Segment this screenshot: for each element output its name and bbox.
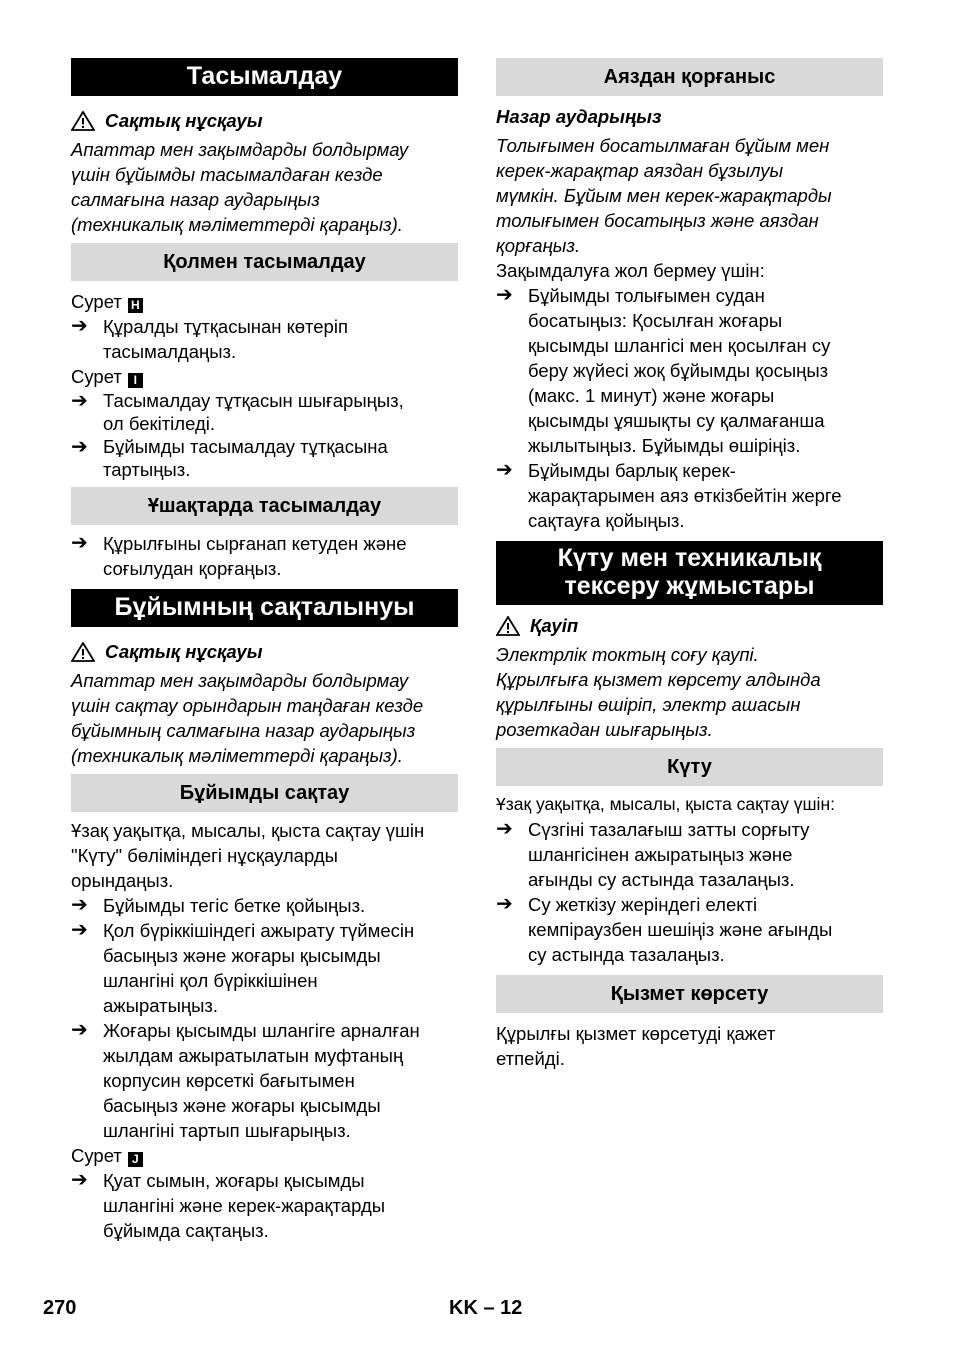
right-column	[496, 58, 883, 1071]
paragraph-line: етпейді.	[496, 1048, 565, 1069]
subheading-frost-protection: Аяздан қорғаныс	[496, 58, 883, 96]
figure-ref: Сурет H	[71, 289, 458, 314]
subheading-store-device: Бұйымды сақтау	[71, 774, 458, 812]
arrow-right-icon: ➔	[496, 893, 513, 915]
attention-line: керек-жарақтар аяздан бұзылуы	[496, 160, 784, 181]
section-title-transport: Тасымалдау	[71, 58, 458, 96]
safety-line: (техникалық мәліметтерді қараңыз).	[71, 745, 403, 766]
subheading-maintenance: Күту	[496, 748, 883, 786]
safety-line: үшін бұйымды тасымалдаған кезде	[71, 164, 383, 185]
list-item: ➔ Қуат сымын, жоғары қысымды шлангіні және керек-жарақтарды бұйымда сақтаңыз.	[71, 1169, 386, 1241]
paragraph-line: "Күту" бөліміндегі нұсқауларды	[71, 845, 338, 866]
danger-line: розеткадан шығарыңыз.	[496, 719, 713, 740]
attention-line: Толығымен босатылмаған бұйым мен	[496, 135, 830, 156]
figure-letter-badge: I	[128, 373, 143, 388]
page-number: 270	[43, 1297, 77, 1319]
page-code: KK – 12	[449, 1297, 523, 1319]
paragraph-line: Ұзақ уақытқа, мысалы, қыста сақтау үшін	[71, 820, 425, 841]
warning-triangle-icon	[71, 642, 95, 662]
safety-line: Апаттар мен зақымдарды болдырмау	[71, 670, 409, 691]
warning-triangle-icon	[71, 111, 95, 131]
list-item: ➔ Бұйымды тегіс бетке қойыңыз.	[71, 894, 366, 916]
list-item: ➔ Құрылғыны сырғанап кетуден және соғылудан қорғаңыз.	[71, 532, 407, 579]
safety-note-heading: Сақтық нұсқауы	[71, 639, 458, 664]
paragraph-line: Ұзақ уақытқа, мысалы, қыста сақтау үшін:	[496, 794, 835, 814]
section-title-storage: Бұйымның сақталынуы	[71, 589, 458, 627]
list-item: ➔ Бұйымды толығымен судан босатыңыз: Қосылған жоғары қысымды шлангісі мен қосылған су беру жүйесі жоқ бұйымды қосыңыз (макс. 1 минут) және жоғары қысымды ұяшықты су қалмағанша жылытыңыз. Бұйымды өшіріңіз.	[496, 284, 831, 456]
section-title-care-maintenance: Күту мен техникалық тексеру жұмыстары	[496, 541, 883, 605]
arrow-right-icon: ➔	[496, 818, 513, 840]
arrow-right-icon: ➔	[71, 390, 88, 412]
list-item: ➔ Сүзгіні тазалағыш затты сорғыту шлангісінен ажыратыңыз және ағынды су астында тазалаңыз.	[496, 818, 810, 890]
danger-heading: Қауіп	[496, 613, 883, 638]
subheading-service: Қызмет көрсету	[496, 975, 883, 1013]
subheading-manual-transport: Қолмен тасымалдау	[71, 243, 458, 281]
arrow-right-icon: ➔	[71, 894, 88, 916]
arrow-right-icon: ➔	[496, 284, 513, 306]
list-item: ➔ Тасымалдау тұтқасын шығарыңыз, ол бекітіледі.	[71, 390, 404, 434]
list-item: ➔ Бұйымды барлық керек- жарақтарымен аяз өткізбейтін жерге сақтауға қойыңыз.	[496, 459, 842, 531]
arrow-right-icon: ➔	[71, 1019, 88, 1041]
figure-letter-badge: J	[128, 1152, 143, 1167]
safety-note-heading: Сақтық нұсқауы	[71, 108, 458, 133]
safety-line: үшін сақтау орындарын таңдаған кезде	[71, 695, 424, 716]
arrow-right-icon: ➔	[71, 919, 88, 941]
warning-triangle-icon	[496, 616, 520, 636]
figure-ref: Сурет I	[71, 364, 458, 389]
arrow-right-icon: ➔	[71, 315, 88, 337]
arrow-right-icon: ➔	[71, 1169, 88, 1191]
attention-line: мүмкін. Бұйым мен керек-жарақтарды	[496, 185, 832, 206]
figure-letter-badge: H	[128, 298, 143, 313]
danger-line: құрылғыны өшіріп, электр ашасын	[496, 694, 801, 715]
list-item: ➔ Бұйымды тасымалдау тұтқасына тартыңыз.	[71, 436, 388, 480]
arrow-right-icon: ➔	[71, 532, 88, 554]
danger-line: Электрлік токтың соғу қаупі.	[496, 644, 759, 665]
safety-line: салмағына назар аударыңыз	[71, 189, 320, 210]
list-item: ➔ Су жеткізу жеріндегі електі кемпіраузбен шешіңіз және ағынды су астында тазалаңыз.	[496, 893, 833, 965]
list-item: ➔ Қол бүріккішіндегі ажырату түймесін басыңыз және жоғары қысымды шлангіні қол бүріккішінен ажыратыңыз.	[71, 919, 415, 1016]
list-item: ➔ Құралды тұтқасынан көтеріп тасымалдаңыз.	[71, 315, 348, 362]
paragraph-line: Құрылғы қызмет көрсетуді қажет	[496, 1023, 776, 1044]
paragraph-line: Зақымдалуға жол бермеу үшін:	[496, 260, 765, 281]
safety-line: (техникалық мәліметтерді қараңыз).	[71, 214, 403, 235]
subheading-vehicle-transport: Ұшақтарда тасымалдау	[71, 487, 458, 525]
arrow-right-icon: ➔	[496, 459, 513, 481]
attention-line: толығымен босатыңыз және аяздан	[496, 210, 819, 231]
safety-line: Апаттар мен зақымдарды болдырмау	[71, 139, 409, 160]
arrow-right-icon: ➔	[71, 436, 88, 458]
left-column	[71, 58, 458, 1243]
attention-line: қорғаңыз.	[496, 235, 581, 256]
figure-ref: Сурет J	[71, 1143, 458, 1168]
paragraph-line: орындаңыз.	[71, 870, 174, 891]
list-item: ➔ Жоғары қысымды шлангіге арналған жылдам ажыратылатын муфтаның корпусин көрсеткі бағытымен басыңыз және жоғары қысымды шлангіні тартып шығарыңыз.	[71, 1019, 420, 1141]
danger-line: Құрылғыға қызмет көрсету алдында	[496, 669, 821, 690]
safety-line: бұйымның салмағына назар аударыңыз	[71, 720, 416, 741]
attention-heading: Назар аударыңыз	[496, 106, 662, 127]
